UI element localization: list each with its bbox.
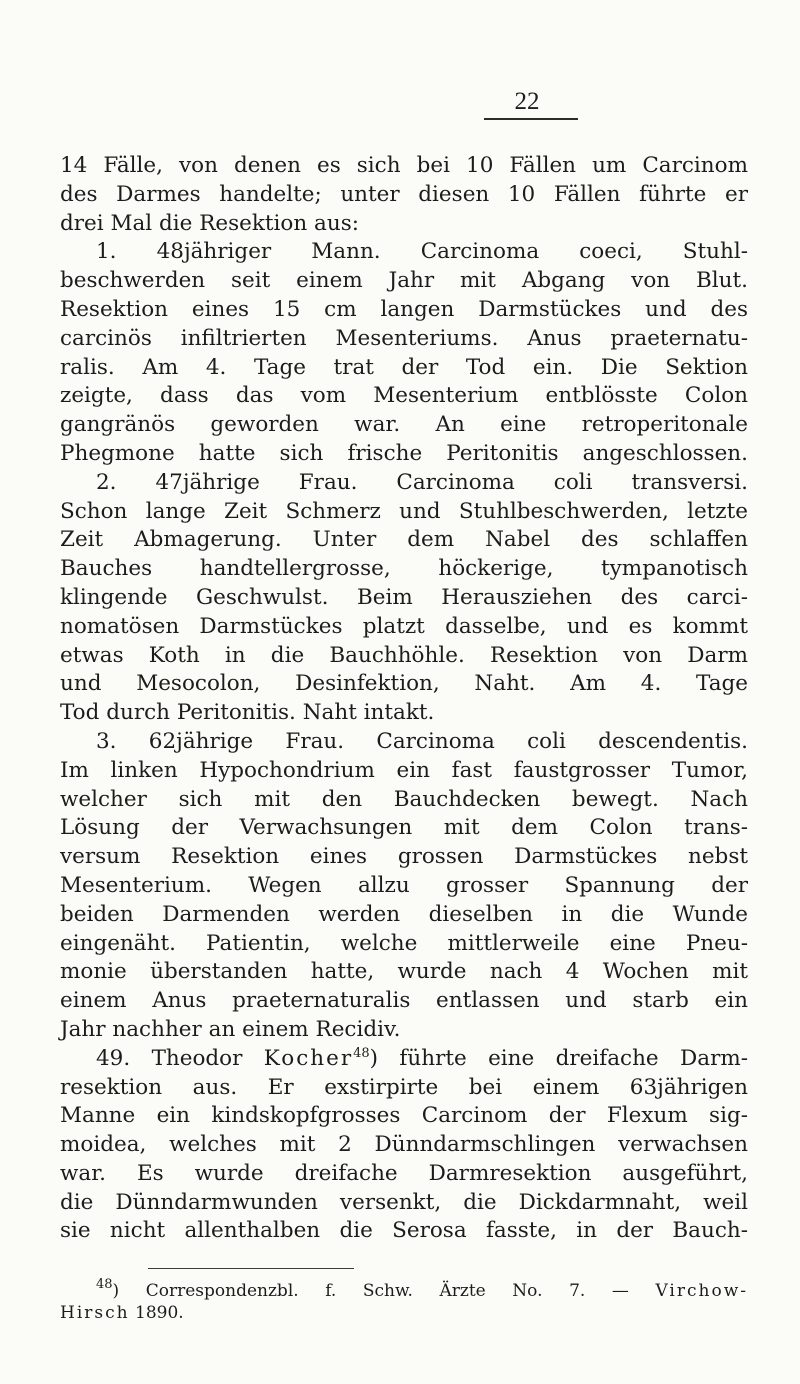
text-line: nomatösen Darmstückes platzt dasselbe, und es kommt [60, 613, 748, 639]
text-line: Jahr nachher an einem Recidiv. [60, 1016, 401, 1042]
footnote-line [60, 1277, 748, 1302]
text-line: 14 Fälle, von denen es sich bei 10 Fällen um Carcinom [60, 153, 748, 178]
text-line: 2. 47jährige Frau. Carcinoma coli transversi. [96, 469, 748, 495]
text-line: die Dünndarmwunden versenkt, die Dickdarmnaht, weil [60, 1189, 748, 1215]
paragraph-intro [60, 152, 748, 238]
text-line: eingenäht. Patientin, welche mittlerweile eine Pneu- [60, 930, 748, 956]
text-line: resektion aus. Er exstirpirte bei einem 63jährigen [60, 1074, 748, 1100]
footnote-marker: 48 [96, 1277, 113, 1292]
text-line: war. Es wurde dreifache Darmresektion ausgeführt, [60, 1160, 748, 1186]
text-line: Schon lange Zeit Schmerz und Stuhlbeschwerden, letzte [60, 498, 748, 524]
text-line [60, 1045, 748, 1074]
footnote [60, 1277, 748, 1324]
paragraph-case-1 [60, 238, 748, 468]
text-line: des Darmes handelte; unter diesen 10 Fällen führte er [60, 181, 748, 207]
text-line: versum Resektion eines grossen Darmstückes nebst [60, 844, 748, 870]
text-line: moidea, welches mit 2 Dünndarmschlingen verwachsen [60, 1132, 748, 1158]
footnote-reference[interactable]: 48 [353, 1045, 370, 1061]
text-line: Im linken Hypochondrium ein fast faustgrosser Tumor, [60, 757, 748, 783]
text-line: Resektion eines 15 cm langen Darmstückes und des [60, 296, 748, 322]
text-line: Phegmone hatte sich frische Peritonitis angeschlossen. [60, 440, 748, 466]
footnote-author: Virchow- [655, 1281, 748, 1301]
page-number-rule [484, 118, 578, 120]
text-line: drei Mal die Resektion aus: [60, 210, 359, 236]
text-line: monie überstanden hatte, wurde nach 4 Wochen mit [60, 959, 748, 985]
text-fragment: ) führte eine dreifache Darm- [369, 1045, 749, 1071]
text-fragment: 49. Theodor [96, 1045, 264, 1071]
text-line: 3. 62jährige Frau. Carcinoma coli descendentis. [96, 728, 748, 754]
text-line: Lösung der Verwachsungen mit dem Colon trans- [60, 815, 748, 841]
text-line: welcher sich mit den Bauchdecken bewegt. Nach [60, 786, 748, 812]
body-text [60, 152, 748, 1246]
footnote-text: ) Correspondenzbl. f. Schw. Ärzte No. 7. — [112, 1281, 629, 1301]
text-line: und Mesocolon, Desinfektion, Naht. Am 4. Tage [60, 671, 748, 697]
text-line: Manne ein kindskopfgrosses Carcinom der Flexum sig- [60, 1103, 748, 1129]
text-line: einem Anus praeternaturalis entlassen und starb ein [60, 988, 748, 1014]
text-line: 1. 48jähriger Mann. Carcinoma coeci, Stuhl- [96, 239, 748, 265]
text-line: ralis. Am 4. Tage trat der Tod ein. Die Sektion [60, 354, 748, 380]
text-line: gangränös geworden war. An eine retroperitonale [60, 412, 748, 438]
text-line: etwas Koth in die Bauchhöhle. Resektion von Darm [60, 642, 748, 668]
text-line: sie nicht allenthalben die Serosa fasste, in der Bauch- [60, 1218, 748, 1244]
paragraph-case-3 [60, 728, 748, 1045]
text-line: Zeit Abmagerung. Unter dem Nabel des schlaffen [60, 527, 748, 553]
text-line: klingende Geschwulst. Beim Herausziehen des carci- [60, 584, 748, 610]
paragraph-case-2 [60, 469, 748, 728]
footnote-author: Hirsch [60, 1303, 130, 1323]
text-line: beiden Darmenden werden dieselben in die Wunde [60, 901, 748, 927]
text-line: Bauches handtellergrosse, höckerige, tympanotisch [60, 556, 748, 582]
text-line: beschwerden seit einem Jahr mit Abgang von Blut. [60, 268, 748, 294]
paragraph-kocher [60, 1045, 748, 1247]
page-number: 22 [514, 88, 540, 115]
footnote-line [60, 1302, 748, 1324]
text-line: carcinös infiltrierten Mesenteriums. Anus praeternatu- [60, 325, 748, 351]
footnote-year: 1890. [129, 1303, 184, 1323]
text-line: Mesenterium. Wegen allzu grosser Spannung der [60, 872, 748, 898]
footnote-rule [148, 1268, 354, 1269]
text-line: Tod durch Peritonitis. Naht intakt. [60, 700, 435, 726]
author-name-spaced: Kocher [263, 1045, 354, 1071]
text-line: zeigte, dass das vom Mesenterium entblösste Colon [60, 383, 748, 409]
